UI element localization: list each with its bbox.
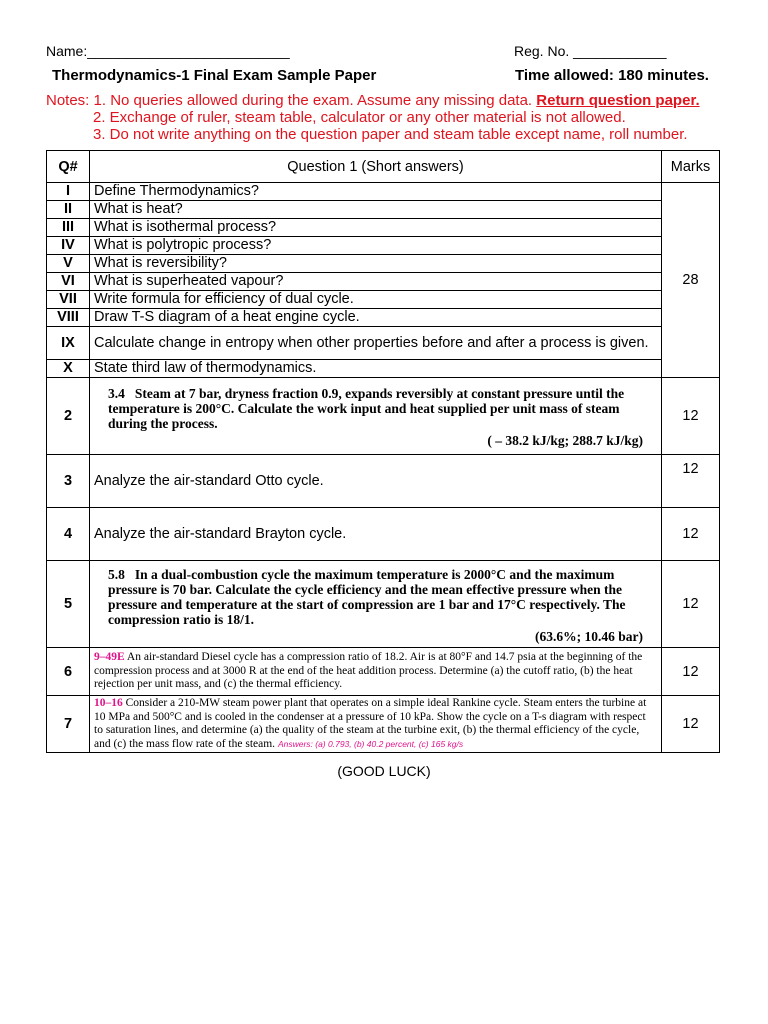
name-label: Name:__________________________ <box>46 43 290 59</box>
q-number: VIII <box>47 309 90 327</box>
q2-ref: 3.4 <box>108 386 125 401</box>
q2-marks: 12 <box>662 378 720 455</box>
q5-marks: 12 <box>662 561 720 648</box>
col-q-header: Q# <box>47 151 90 183</box>
q7-answer: Answers: (a) 0.793, (b) 40.2 percent, (c) 165 kg/s <box>277 738 464 749</box>
name-blank: __________________________ <box>87 43 290 59</box>
q4-text: Analyze the air-standard Brayton cycle. <box>90 508 662 561</box>
q-number: II <box>47 201 90 219</box>
table-row <box>47 327 720 360</box>
table-row <box>47 309 720 327</box>
q-number: V <box>47 255 90 273</box>
q-number: VII <box>47 291 90 309</box>
q7-marks: 12 <box>662 696 720 753</box>
q-text: Calculate change in entropy when other properties before and after a process is given. <box>90 327 662 360</box>
q6-body: An air-standard Diesel cycle has a compression ratio of 18.2. Air is at 80°F and 14.7 psia at the beginning of the compression process and at 3000 R at the end of the heat addition process. Determine (a) the cutoff ratio, (b) the heat rejection per unit mass, and (c) the thermal efficiency. <box>94 651 643 691</box>
q7-ref: 10–16 <box>94 697 123 709</box>
q5-ref: 5.8 <box>108 566 125 582</box>
exam-table <box>46 150 720 753</box>
q-text: What is reversibility? <box>90 255 662 273</box>
q-text: What is polytropic process? <box>90 237 662 255</box>
q3-text: Analyze the air-standard Otto cycle. <box>90 455 662 508</box>
short-marks: 28 <box>662 183 720 378</box>
table-row <box>47 291 720 309</box>
col-marks-header: Marks <box>662 151 720 183</box>
q-number: IX <box>47 327 90 360</box>
q-text: State third law of thermodynamics. <box>90 360 662 378</box>
q-number: 3 <box>47 455 90 508</box>
q-number: 4 <box>47 508 90 561</box>
q-number: I <box>47 183 90 201</box>
col-question-header: Question 1 (Short answers) <box>90 151 662 183</box>
reg-no-label: Reg. No. ____________ <box>514 43 667 59</box>
note-2: 2. Exchange of ruler, steam table, calculator or any other material is not allowed. <box>93 109 626 126</box>
q-number: 6 <box>47 648 90 696</box>
q-number: III <box>47 219 90 237</box>
q-number: 2 <box>47 378 90 455</box>
table-row <box>47 455 720 508</box>
exam-title: Thermodynamics-1 Final Exam Sample Paper <box>52 67 377 84</box>
q-number: VI <box>47 273 90 291</box>
q2-body: Steam at 7 bar, dryness fraction 0.9, expands reversibly at constant pressure until the temperature is 200°C. Calculate the work input and heat supplied per unit mass of steam during the process. <box>108 386 625 431</box>
q7-text <box>90 696 662 753</box>
q-text: What is isothermal process? <box>90 219 662 237</box>
q2-text <box>90 378 662 455</box>
table-header <box>47 151 720 183</box>
table-row <box>47 183 720 201</box>
q-text: Draw T-S diagram of a heat engine cycle. <box>90 309 662 327</box>
table-row <box>47 648 720 696</box>
q4-marks: 12 <box>662 508 720 561</box>
q-number: 5 <box>47 561 90 648</box>
q5-body: In a dual-combustion cycle the maximum temperature is 2000°C and the maximum pressure is 70 bar. Calculate the cycle efficiency and the mean effective pressure when the pressure and temperature at the start of compression are 1 bar and 17°C respectively. The compression ratio is 18/1. <box>108 566 626 627</box>
q5-answer: (63.6%; 10.46 bar) <box>535 628 643 644</box>
table-row <box>47 561 720 648</box>
table-row <box>47 219 720 237</box>
reg-no-blank: ____________ <box>573 43 667 59</box>
table-row <box>47 237 720 255</box>
q-text: Define Thermodynamics? <box>90 183 662 201</box>
table-row <box>47 508 720 561</box>
table-row <box>47 360 720 378</box>
note-3: 3. Do not write anything on the question paper and steam table except name, roll number. <box>93 126 688 143</box>
q-text: What is heat? <box>90 201 662 219</box>
q7-body: Consider a 210-MW steam power plant that operates on a simple ideal Rankine cycle. Steam enters the turbine at 10 MPa and 500°C and is cooled in the condenser at a pressure of 10 kPa. Show the cycle on a T-s diagram with respect to saturation lines, and determine (a) the quality of the steam at the turbine exit, (b) the thermal efficiency of the cycle, and (c) the mass flow rate of the steam. <box>94 697 647 750</box>
good-luck: (GOOD LUCK) <box>337 763 431 779</box>
q6-text <box>90 648 662 696</box>
q6-marks: 12 <box>662 648 720 696</box>
return-paper-note: Return question paper. <box>536 92 700 109</box>
q-number: X <box>47 360 90 378</box>
table-row <box>47 255 720 273</box>
table-row <box>47 696 720 753</box>
q6-ref: 9–49E <box>94 651 125 664</box>
q3-marks: 12 <box>662 455 720 508</box>
table-row <box>47 378 720 455</box>
q5-text <box>90 561 662 648</box>
table-row <box>47 201 720 219</box>
q-number: IV <box>47 237 90 255</box>
q-text: Write formula for efficiency of dual cycle. <box>90 291 662 309</box>
time-allowed: Time allowed: 180 minutes. <box>515 67 709 84</box>
table-row <box>47 273 720 291</box>
q-text: What is superheated vapour? <box>90 273 662 291</box>
note-1: Notes: 1. No queries allowed during the exam. Assume any missing data. Return question paper. <box>46 92 700 109</box>
q2-answer: ( – 38.2 kJ/kg; 288.7 kJ/kg) <box>487 433 643 448</box>
q-number: 7 <box>47 696 90 753</box>
